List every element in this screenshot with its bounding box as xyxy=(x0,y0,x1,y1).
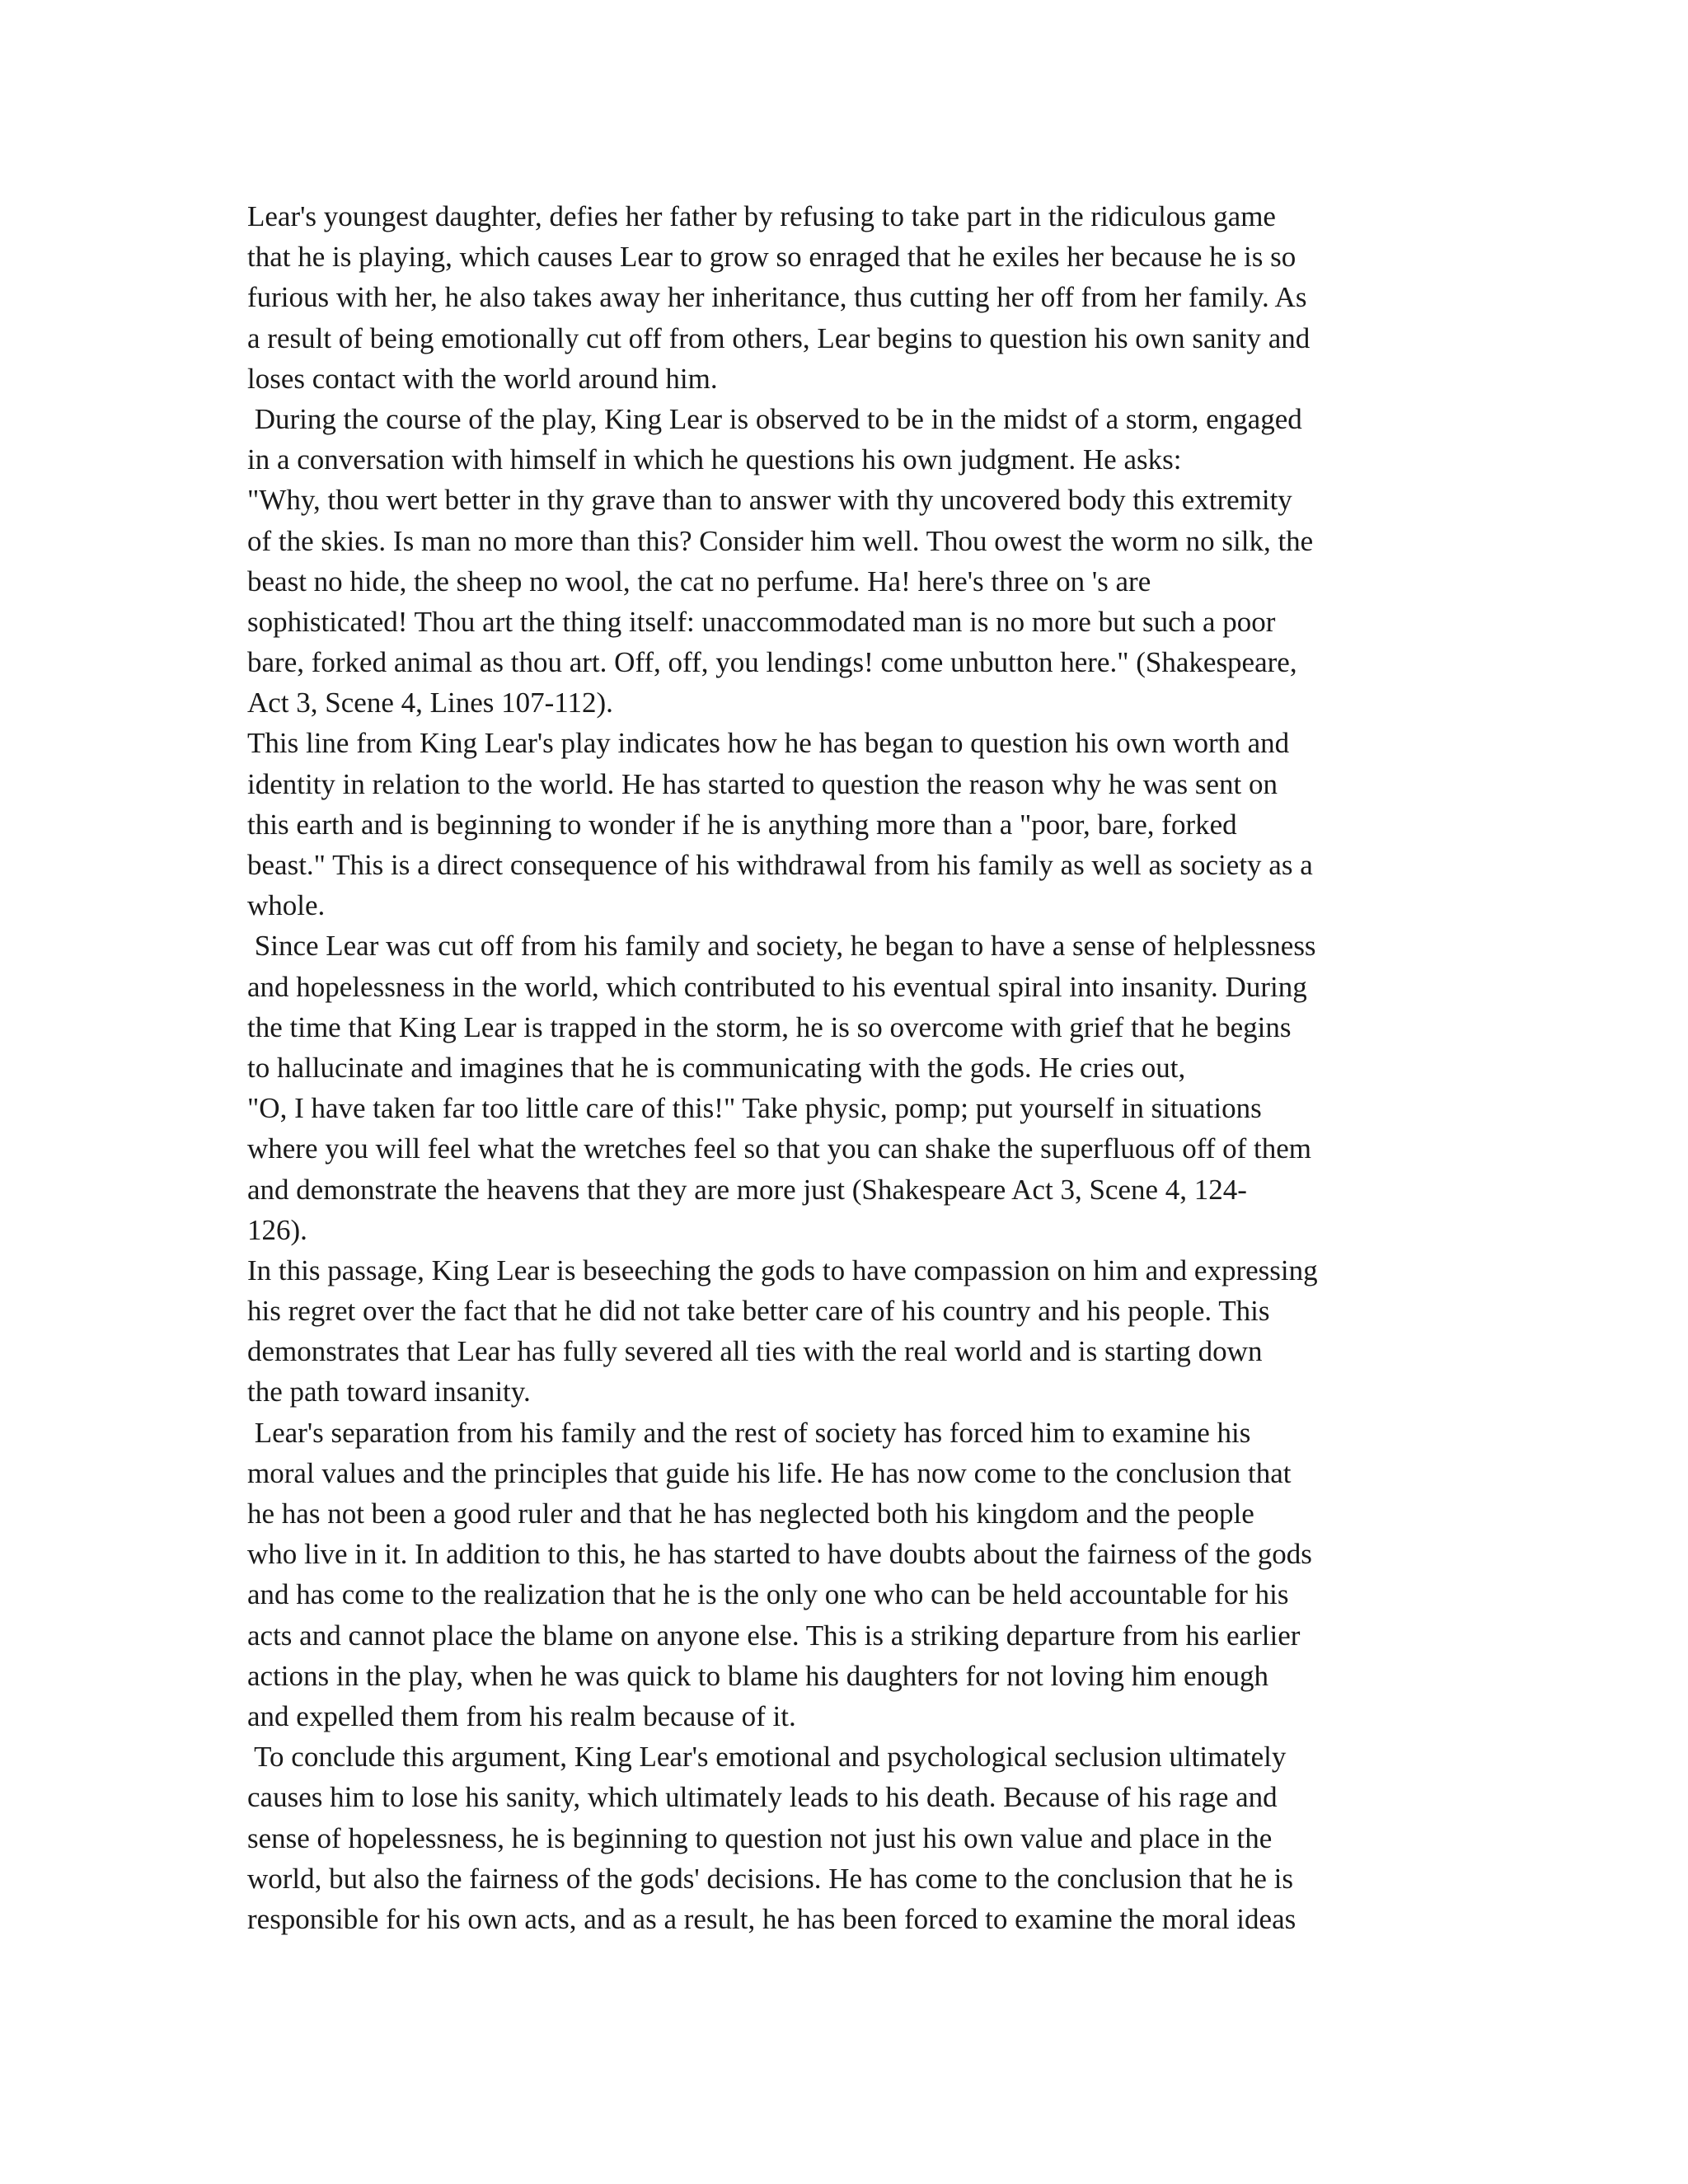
text-line: actions in the play, when he was quick to blame his daughters for not loving him enough xyxy=(247,1659,1269,1692)
text-line: This line from King Lear's play indicates how he has began to question his own worth and xyxy=(247,727,1290,760)
text-line: "Why, thou wert better in thy grave than to answer with thy uncovered body this extremity xyxy=(247,484,1292,517)
body-text xyxy=(247,196,1459,1939)
text-line: 126). xyxy=(247,1213,307,1246)
text-line: sense of hopelessness, he is beginning to question not just his own value and place in the xyxy=(247,1821,1273,1854)
text-line: Lear's separation from his family and the rest of society has forced him to examine his xyxy=(247,1416,1251,1449)
text-line: to hallucinate and imagines that he is communicating with the gods. He cries out, xyxy=(247,1051,1186,1084)
text-line: During the course of the play, King Lear is observed to be in the midst of a storm, engaged xyxy=(247,402,1302,435)
text-line: Act 3, Scene 4, Lines 107-112). xyxy=(247,687,613,719)
text-line: causes him to lose his sanity, which ultimately leads to his death. Because of his rage and xyxy=(247,1781,1278,1814)
text-line: his regret over the fact that he did not take better care of his country and his people. This xyxy=(247,1295,1270,1328)
text-line: a result of being emotionally cut off from others, Lear begins to question his own sanity and xyxy=(247,321,1311,354)
text-line: In this passage, King Lear is beseeching the gods to have compassion on him and expressing xyxy=(247,1254,1318,1286)
text-line: beast." This is a direct consequence of his withdrawal from his family as well as society as a xyxy=(247,849,1313,881)
text-line: demonstrates that Lear has fully severed all ties with the real world and is starting down xyxy=(247,1335,1263,1368)
text-line: this earth and is beginning to wonder if he is anything more than a "poor, bare, forked xyxy=(247,808,1237,841)
text-line: and has come to the realization that he is the only one who can be held accountable for his xyxy=(247,1578,1289,1611)
text-line: loses contact with the world around him. xyxy=(247,362,718,395)
text-line: bare, forked animal as thou art. Off, off, you lendings! come unbutton here." (Shakespeare, xyxy=(247,646,1297,679)
text-line: who live in it. In addition to this, he has started to have doubts about the fairness of the gods xyxy=(247,1538,1312,1571)
text-line: world, but also the fairness of the gods' decisions. He has come to the conclusion that he is xyxy=(247,1862,1293,1895)
text-line: that he is playing, which causes Lear to grow so enraged that he exiles her because he is so xyxy=(247,241,1296,274)
text-line: and demonstrate the heavens that they are more just (Shakespeare Act 3, Scene 4, 124- xyxy=(247,1173,1247,1206)
text-line: "O, I have taken far too little care of this!" Take physic, pomp; put yourself in situations xyxy=(247,1092,1262,1125)
text-line: acts and cannot place the blame on anyone else. This is a striking departure from his earlier xyxy=(247,1619,1301,1652)
text-line: To conclude this argument, King Lear's emotional and psychological seclusion ultimately xyxy=(247,1741,1287,1774)
text-line: and hopelessness in the world, which contributed to his eventual spiral into insanity. During xyxy=(247,970,1307,1003)
text-line: of the skies. Is man no more than this? Consider him well. Thou owest the worm no silk, the xyxy=(247,524,1314,557)
text-line: the time that King Lear is trapped in the storm, he is so overcome with grief that he begins xyxy=(247,1010,1292,1043)
text-line: sophisticated! Thou art the thing itself: unaccommodated man is no more but such a poor xyxy=(247,605,1276,638)
text-line: whole. xyxy=(247,889,326,922)
text-line: beast no hide, the sheep no wool, the cat no perfume. Ha! here's three on 's are xyxy=(247,565,1151,598)
text-line: furious with her, he also takes away her inheritance, thus cutting her off from her family. As xyxy=(247,281,1307,314)
text-line: and expelled them from his realm because of it. xyxy=(247,1699,796,1732)
text-line: the path toward insanity. xyxy=(247,1376,531,1408)
text-line: he has not been a good ruler and that he has neglected both his kingdom and the people xyxy=(247,1497,1254,1530)
text-line: where you will feel what the wretches feel so that you can shake the superfluous off of them xyxy=(247,1132,1312,1165)
text-line: responsible for his own acts, and as a result, he has been forced to examine the moral ideas xyxy=(247,1902,1296,1935)
text-line: Since Lear was cut off from his family and society, he began to have a sense of helplessness xyxy=(247,930,1316,963)
text-line: Lear's youngest daughter, defies her father by refusing to take part in the ridiculous game xyxy=(247,200,1276,232)
text-line: identity in relation to the world. He has started to question the reason why he was sent on xyxy=(247,767,1278,800)
text-line: in a conversation with himself in which he questions his own judgment. He asks: xyxy=(247,443,1182,476)
text-line: moral values and the principles that guide his life. He has now come to the conclusion that xyxy=(247,1456,1292,1489)
